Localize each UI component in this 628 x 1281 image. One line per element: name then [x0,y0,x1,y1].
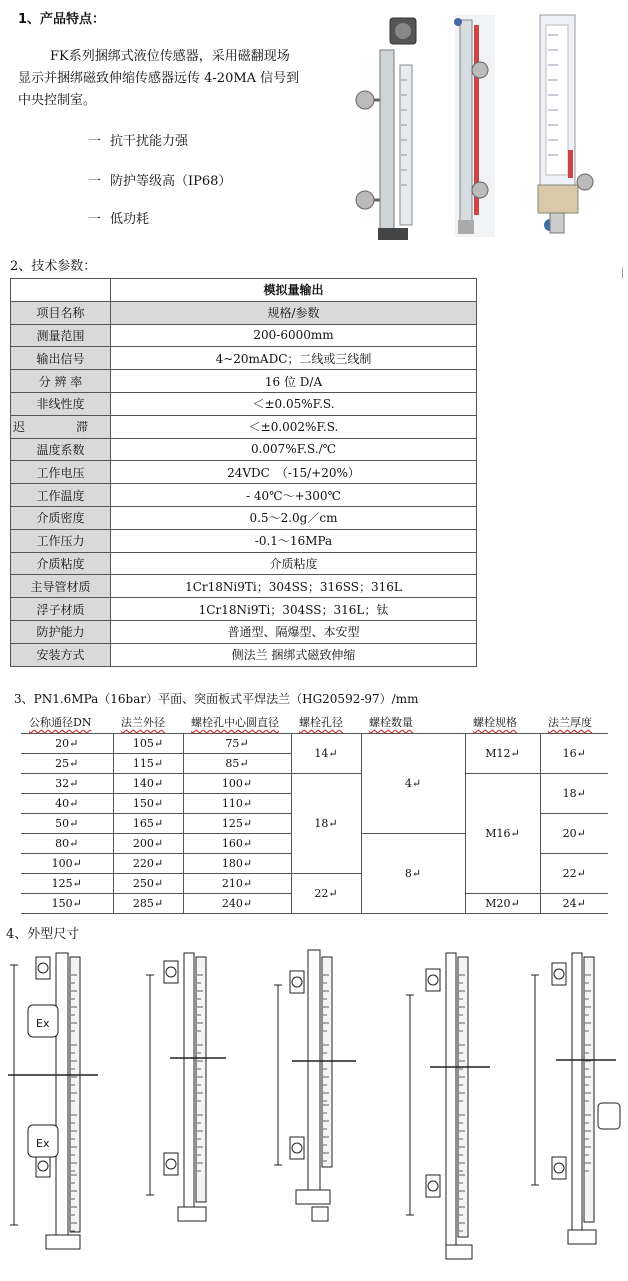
spec-cell: M20↵ [465,893,540,913]
ex-label: Ex [36,1137,50,1150]
circle-cell: 100↵ [183,773,291,793]
column-header: 项目名称 [11,301,111,324]
table-row [11,392,477,415]
table-row [11,370,477,393]
param-value: 1Cr18Ni9Ti；304SS；316L；钛 [111,598,477,621]
column-header: 法兰外径 [113,711,183,733]
drawing-2 [146,953,226,1221]
table-row [11,461,477,484]
flange-table [21,711,608,914]
feature-item: 一 防护等级高（IP68） [88,174,232,189]
hole-cell: 14↵ [291,733,361,773]
column-header: 法兰厚度 [540,711,608,733]
thick-cell: 24↵ [540,893,608,913]
count-cell: 4↵ [361,733,465,833]
param-name: 迟 滞 [11,415,111,438]
table-row [21,733,608,753]
dn-cell: 125↵ [21,873,113,893]
section1-title: 1、产品特点： [18,12,106,27]
thick-cell: 16↵ [540,733,608,773]
intro-line2: 显示并捆绑磁致伸缩传感器远传 4-20MA 信号到 [18,71,300,86]
divider-mark [622,268,623,278]
drawing-1 [8,953,98,1249]
param-name: 安装方式 [11,643,111,666]
param-value: 1Cr18Ni9Ti；304SS；316SS；316L [111,575,477,598]
dn-cell: 150↵ [21,893,113,913]
param-value: 介质粘度 [111,552,477,575]
section4-title: 4、外型尺寸 [6,927,80,942]
table-row [11,438,477,461]
count-cell: 8↵ [361,833,465,913]
table-header-row [21,711,608,733]
intro-text [18,46,338,112]
param-value: 200-6000mm [111,324,477,347]
column-header: 螺栓规格 [465,711,540,733]
outer-cell: 105↵ [113,733,183,753]
circle-cell: 180↵ [183,853,291,873]
outer-cell: 140↵ [113,773,183,793]
product-photo-2 [454,15,495,237]
param-name: 温度系数 [11,438,111,461]
table-row [21,773,608,793]
circle-cell: 110↵ [183,793,291,813]
hole-cell: 18↵ [291,773,361,873]
param-name: 防护能力 [11,620,111,643]
product-photos [350,10,620,245]
dimension-drawings [0,945,628,1275]
circle-cell: 125↵ [183,813,291,833]
outer-cell: 285↵ [113,893,183,913]
column-header: 公称通径DN [21,711,113,733]
outer-cell: 250↵ [113,873,183,893]
drawing-5 [531,953,620,1244]
feature-item: 一 抗干扰能力强 [88,134,189,149]
section2-title: 2、技术参数： [10,259,97,274]
param-name: 工作温度 [11,484,111,507]
table-row [11,347,477,370]
outer-cell: 115↵ [113,753,183,773]
param-name: 测量范围 [11,324,111,347]
param-value: - 40℃～+300℃ [111,484,477,507]
param-value: 16 位 D/A [111,370,477,393]
table-cell [11,279,111,302]
column-header: 螺栓孔中心圆直径 [183,711,291,733]
circle-cell: 210↵ [183,873,291,893]
dn-cell: 25↵ [21,753,113,773]
outer-cell: 150↵ [113,793,183,813]
dn-cell: 100↵ [21,853,113,873]
drawing-4 [406,953,490,1259]
table-header: 模拟量输出 [111,279,477,302]
param-value: 普通型、隔爆型、本安型 [111,620,477,643]
outer-cell: 165↵ [113,813,183,833]
table-row [11,529,477,552]
thick-cell: 22↵ [540,853,608,893]
param-name: 介质密度 [11,506,111,529]
table-row [11,620,477,643]
dn-cell: 80↵ [21,833,113,853]
drawing-3 [274,950,356,1221]
thick-cell: 20↵ [540,813,608,853]
table-row [11,552,477,575]
intro-line3: 中央控制室。 [18,93,97,108]
param-name: 工作电压 [11,461,111,484]
param-name: 分 辨 率 [11,370,111,393]
column-header: 螺栓数量 [361,711,465,733]
hole-cell: 22↵ [291,873,361,913]
thick-cell: 18↵ [540,773,608,813]
spec-cell: M16↵ [465,773,540,893]
table-row [11,506,477,529]
table-row [11,484,477,507]
table-row [11,301,477,324]
circle-cell: 85↵ [183,753,291,773]
section3-title: 3、PN1.6MPa（16bar）平面、突面板式平焊法兰（HG20592-97）/mm [14,692,419,706]
param-name: 非线性度 [11,392,111,415]
outer-cell: 220↵ [113,853,183,873]
ex-label: Ex [36,1017,50,1030]
dn-cell: 20↵ [21,733,113,753]
feature-item: 一 低功耗 [88,212,150,227]
param-name: 工作压力 [11,529,111,552]
column-header: 螺栓孔径 [291,711,361,733]
param-value: ＜±0.05%F.S. [111,392,477,415]
param-value: -0.1～16MPa [111,529,477,552]
table-row [11,324,477,347]
param-name: 输出信号 [11,347,111,370]
param-value: 0.007%F.S./℃ [111,438,477,461]
circle-cell: 75↵ [183,733,291,753]
dn-cell: 50↵ [21,813,113,833]
param-value: 4~20mADC；二线或三线制 [111,347,477,370]
product-photo-1 [356,18,416,240]
param-value: ＜±0.002%F.S. [111,415,477,438]
circle-cell: 160↵ [183,833,291,853]
param-value: 侧法兰 捆绑式磁致伸缩 [111,643,477,666]
intro-line1: FK系列捆绑式液位传感器，采用磁翻现场 [50,49,290,64]
dn-cell: 32↵ [21,773,113,793]
param-name: 浮子材质 [11,598,111,621]
product-photo-3 [538,15,593,233]
table-row [11,575,477,598]
param-name: 介质粘度 [11,552,111,575]
outer-cell: 200↵ [113,833,183,853]
param-value: 0.5～2.0g／cm [111,506,477,529]
param-value: 24VDC （-15/+20%） [111,461,477,484]
spec-cell: M12↵ [465,733,540,773]
param-name: 主导管材质 [11,575,111,598]
table-row [11,279,477,302]
circle-cell: 240↵ [183,893,291,913]
column-header: 规格/参数 [111,301,477,324]
table-row [11,415,477,438]
table-row [11,598,477,621]
table-row [11,643,477,666]
dn-cell: 40↵ [21,793,113,813]
spec-table [10,278,477,667]
